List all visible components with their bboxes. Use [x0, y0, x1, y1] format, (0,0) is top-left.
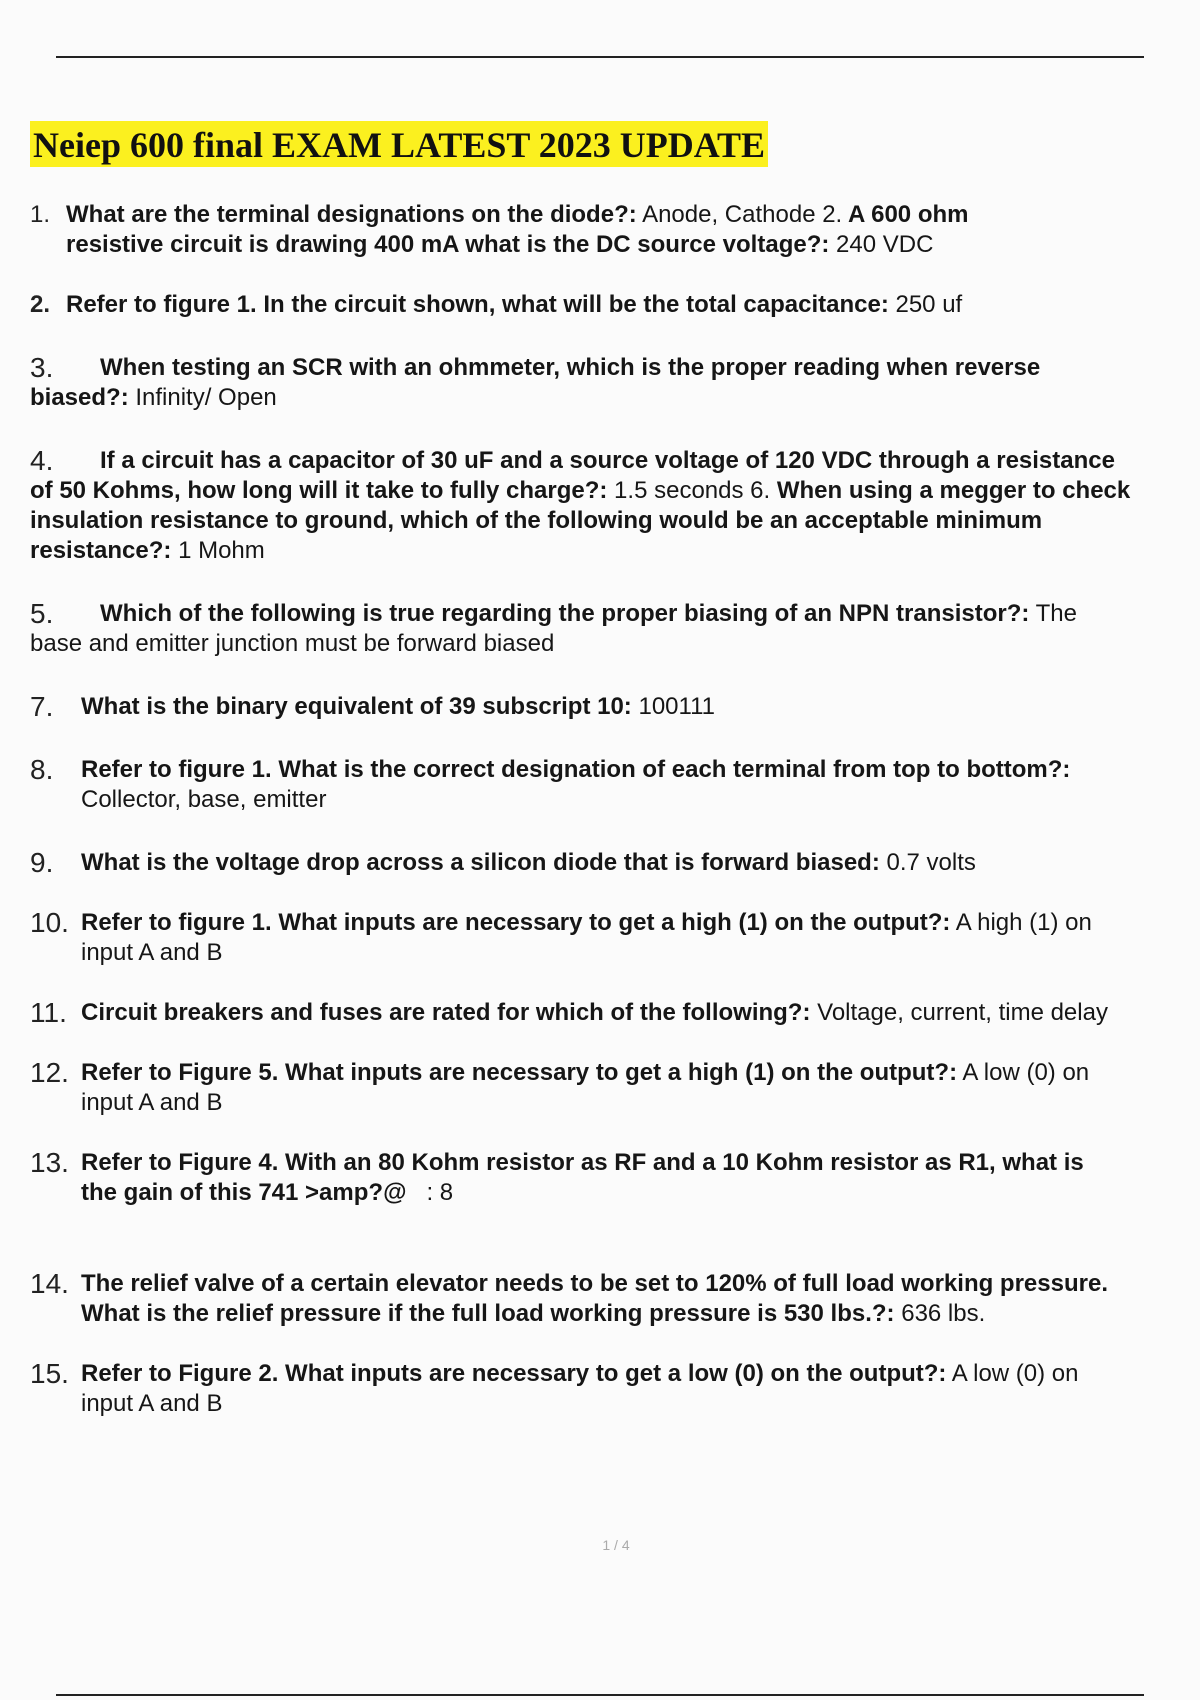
answer-text: 636 lbs. [894, 1300, 986, 1327]
question-text: A 600 ohm [842, 201, 969, 228]
question-text: biased?: [30, 384, 129, 411]
answer-text: 250 uf [888, 291, 963, 318]
answer-text: 1 Mohm [171, 537, 265, 564]
answer-text: : 8 [406, 1179, 454, 1206]
question-item [30, 599, 1200, 659]
answer-text: 0.7 volts [879, 849, 976, 876]
top-divider [56, 56, 1144, 58]
title-block [30, 121, 768, 167]
question-text: Refer to Figure 4. With an 80 Kohm resistor as RF and a 10 Kohm resistor as R1, what is [81, 1149, 1084, 1176]
question-number: 14. [30, 1268, 69, 1299]
question-number: 2. [30, 291, 51, 318]
question-item [30, 1269, 1200, 1329]
question-text: When using a megger to check [770, 477, 1131, 504]
question-item [30, 848, 1200, 878]
question-text: Refer to figure 1. In the circuit shown, what will be the total capacitance: [66, 291, 889, 318]
question-number: 10. [30, 907, 69, 938]
answer-text: input A and B [81, 1390, 223, 1417]
question-item [30, 446, 1200, 566]
question-text: insulation resistance to ground, which of the following would be an acceptable minimum [30, 507, 1043, 534]
question-text: Circuit breakers and fuses are rated for which of the following?: [81, 999, 811, 1026]
page-number: 1 / 4 [602, 1537, 630, 1553]
question-item [30, 290, 1200, 320]
question-number: 12. [30, 1057, 69, 1088]
question-number: 11. [30, 997, 67, 1028]
question-item [30, 908, 1200, 968]
answer-text: Collector, base, emitter [81, 786, 327, 813]
question-text: Which of the following is true regarding the proper biasing of an NPN transistor?: [100, 600, 1030, 627]
answer-text: 240 VDC [829, 231, 934, 258]
question-number: 7. [30, 691, 54, 722]
question-text: Refer to figure 1. What is the correct designation of each terminal from top to bottom?: [81, 756, 1071, 783]
answer-text: Infinity/ Open [128, 384, 277, 411]
question-item [30, 1359, 1200, 1419]
question-text: Refer to figure 1. What inputs are necessary to get a high (1) on the output?: [81, 909, 951, 936]
question-item [30, 1148, 1200, 1208]
question-item [30, 200, 1200, 260]
question-number: 13. [30, 1147, 69, 1178]
question-text: What is the relief pressure if the full load working pressure is 530 lbs.?: [81, 1300, 895, 1327]
question-text: resistance?: [30, 537, 172, 564]
answer-text: The [1029, 600, 1077, 627]
question-item [30, 1058, 1200, 1118]
question-item [30, 353, 1200, 413]
question-item [30, 755, 1200, 815]
question-text: the gain of this 741 >amp?@ [81, 1179, 407, 1206]
question-number: 15. [30, 1358, 69, 1389]
question-text: Refer to Figure 2. What inputs are necessary to get a low (0) on the output?: [81, 1360, 947, 1387]
answer-text: A low (0) on [957, 1059, 1090, 1086]
document-title: Neiep 600 final EXAM LATEST 2023 UPDATE [30, 121, 768, 167]
answer-text: Anode, Cathode 2. [636, 201, 843, 228]
question-text: What is the voltage drop across a silicon diode that is forward biased: [81, 849, 880, 876]
question-item [30, 998, 1200, 1028]
question-item [30, 692, 1200, 722]
question-number: 5. [30, 598, 54, 629]
question-text: When testing an SCR with an ohmmeter, which is the proper reading when reverse [100, 354, 1041, 381]
question-text: resistive circuit is drawing 400 mA what is the DC source voltage?: [66, 231, 830, 258]
answer-text: base and emitter junction must be forward biased [30, 630, 555, 657]
question-number: 9. [30, 847, 54, 878]
answer-text: Voltage, current, time delay [810, 999, 1108, 1026]
question-text: Refer to Figure 5. What inputs are necessary to get a high (1) on the output?: [81, 1059, 958, 1086]
question-text: of 50 Kohms, how long will it take to fully charge?: [30, 477, 608, 504]
question-text: What is the binary equivalent of 39 subscript 10: [81, 693, 632, 720]
question-number: 3. [30, 352, 54, 383]
answer-text: A low (0) on [946, 1360, 1079, 1387]
answer-text: A high (1) on [950, 909, 1092, 936]
question-text: If a circuit has a capacitor of 30 uF and a source voltage of 120 VDC through a resistance [100, 447, 1115, 474]
question-number: 4. [30, 445, 54, 476]
answer-text: input A and B [81, 1089, 223, 1116]
question-list [30, 200, 1200, 1419]
bottom-divider [56, 1694, 1144, 1696]
question-text: What are the terminal designations on the diode?: [66, 201, 637, 228]
answer-text: 100111 [631, 693, 715, 720]
question-number: 1. [30, 201, 51, 228]
answer-text: input A and B [81, 939, 223, 966]
question-number: 8. [30, 754, 54, 785]
answer-text: 1.5 seconds 6. [607, 477, 771, 504]
question-text: The relief valve of a certain elevator needs to be set to 120% of full load working pressure. [81, 1270, 1108, 1297]
